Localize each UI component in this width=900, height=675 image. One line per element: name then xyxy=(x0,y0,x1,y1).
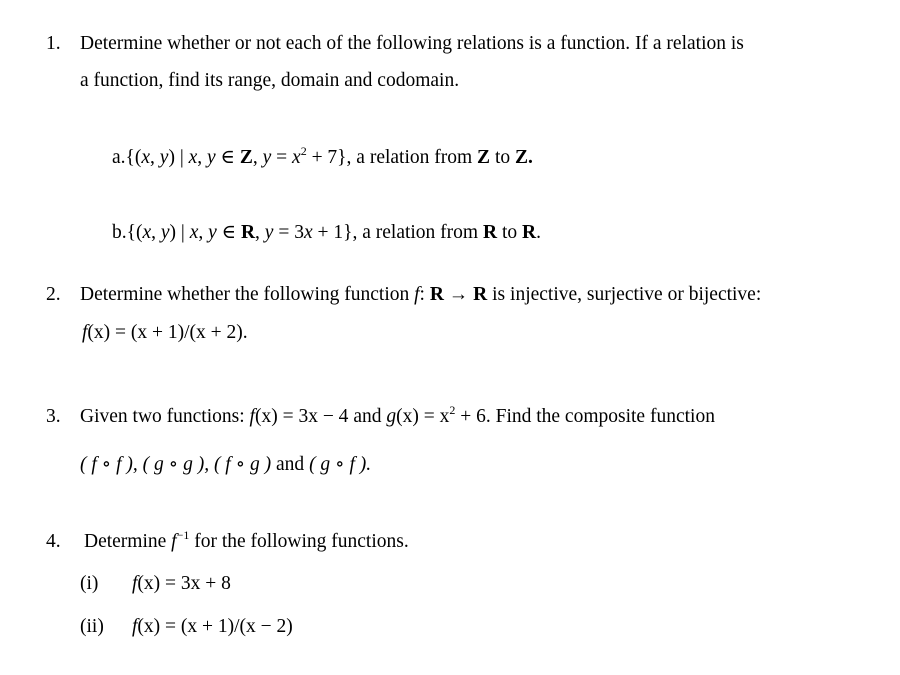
q4-item-label: (ii) xyxy=(80,616,104,637)
q1a-var: y xyxy=(159,147,169,168)
q1b-text: , xyxy=(151,222,161,243)
q4-item-formula xyxy=(132,573,231,595)
q4-item-label: (i) xyxy=(80,573,99,594)
question-3-line-1 xyxy=(80,403,715,428)
question-3-line-2 xyxy=(80,452,371,476)
q1b-text: + 1}, a relation from xyxy=(312,222,483,243)
q1a-exponent: 2 xyxy=(300,144,307,158)
q3-var: g xyxy=(386,406,397,427)
q4-var: f xyxy=(171,531,177,552)
q1b-set: R xyxy=(521,222,537,243)
q3-text: Given two functions: xyxy=(80,406,250,427)
q1a-var: x xyxy=(188,147,198,168)
q3-composite: ( g ∘ f ). xyxy=(309,454,372,475)
question-1b xyxy=(112,220,541,244)
question-3-number: 3. xyxy=(46,406,61,427)
q1b-text: ∈ xyxy=(216,222,241,243)
q1b-text: , xyxy=(255,222,265,243)
q3-formula: (x) = x xyxy=(396,406,450,427)
q1a-var: y xyxy=(262,147,272,168)
q4-formula-text: (x) = 3x + 8 xyxy=(137,573,231,594)
q4-formula-text: (x) = (x + 1)/(x − 2) xyxy=(137,616,293,637)
q1b-var: y xyxy=(208,222,217,243)
q1b-var: y xyxy=(160,222,170,243)
q1a-var: y xyxy=(207,147,216,168)
q1b-var: y xyxy=(264,222,274,243)
q1a-text: ∈ xyxy=(215,147,240,168)
q1b-text: ) | xyxy=(169,222,190,243)
q3-exponent: 2 xyxy=(449,403,456,417)
q1a-set: Z xyxy=(477,147,491,168)
question-1-number: 1. xyxy=(46,33,61,54)
q1b-var: x xyxy=(303,222,313,243)
q1a-text: = xyxy=(271,147,293,168)
q2-var: f xyxy=(414,284,420,305)
q1a-var: x xyxy=(292,147,301,168)
q1a-text: , xyxy=(197,147,208,168)
q1b-text: . xyxy=(536,222,541,243)
q2-set: R xyxy=(429,284,444,305)
q1a-text: + 7}, a relation from xyxy=(306,147,478,168)
q1b-set: R xyxy=(482,222,498,243)
question-4-number: 4. xyxy=(46,531,61,552)
q1a-text: , xyxy=(150,147,160,168)
question-2-line-1 xyxy=(80,284,761,306)
q3-text: and xyxy=(271,454,310,475)
q2-formula-text: (x) = (x + 1)/(x + 2). xyxy=(87,322,248,343)
q3-text: . Find the composite function xyxy=(485,406,715,427)
q2-text: is injective, surjective or bijective: xyxy=(487,284,762,305)
q3-composite: ( f ∘ f ), xyxy=(80,454,143,475)
q1a-label: a. xyxy=(112,147,126,168)
q4-exponent: −1 xyxy=(176,528,190,542)
q1a-text: ) | xyxy=(168,147,189,168)
q1b-text: = 3 xyxy=(273,222,304,243)
q1b-text: {( xyxy=(126,222,143,243)
q4-text: Determine xyxy=(84,531,172,552)
q1a-set: Z. xyxy=(514,147,533,168)
q1b-label: b. xyxy=(112,222,127,243)
q1b-text: , xyxy=(198,222,209,243)
q2-text: Determine whether the following function xyxy=(80,284,415,305)
q1a-text: , xyxy=(252,147,263,168)
question-1-line-1: Determine whether or not each of the following relations is a function. If a relation is xyxy=(80,33,744,54)
q3-formula: (x) = 3x − 4 xyxy=(254,406,349,427)
q2-set: R xyxy=(473,284,488,305)
q1a-text: {( xyxy=(125,147,142,168)
question-1-line-2: a function, find its range, domain and codomain. xyxy=(80,70,460,91)
q1a-var: x xyxy=(141,147,151,168)
q1b-var: x xyxy=(189,222,199,243)
q1b-set: R xyxy=(240,222,256,243)
q2-text: : xyxy=(419,284,430,305)
q4-var: f xyxy=(132,616,138,637)
question-2-number: 2. xyxy=(46,284,61,305)
q3-var: f xyxy=(249,406,255,427)
question-4-line-1 xyxy=(84,528,409,553)
question-1a xyxy=(112,145,533,169)
q1b-text: to xyxy=(497,222,522,243)
q2-var: f xyxy=(82,322,88,343)
q1a-text: to xyxy=(490,147,515,168)
q1b-var: x xyxy=(142,222,152,243)
question-2-formula xyxy=(82,322,248,344)
q2-arrow: → xyxy=(443,284,474,305)
q4-text: for the following functions. xyxy=(189,531,409,552)
q4-item-formula xyxy=(132,616,293,638)
q3-formula: + 6 xyxy=(455,406,486,427)
q1a-set: Z xyxy=(239,147,253,168)
q4-var: f xyxy=(132,573,138,594)
q3-text: and xyxy=(348,406,387,427)
q3-composite: ( g ∘ g ), xyxy=(142,454,214,475)
q3-composite: ( f ∘ g ) xyxy=(213,454,272,475)
